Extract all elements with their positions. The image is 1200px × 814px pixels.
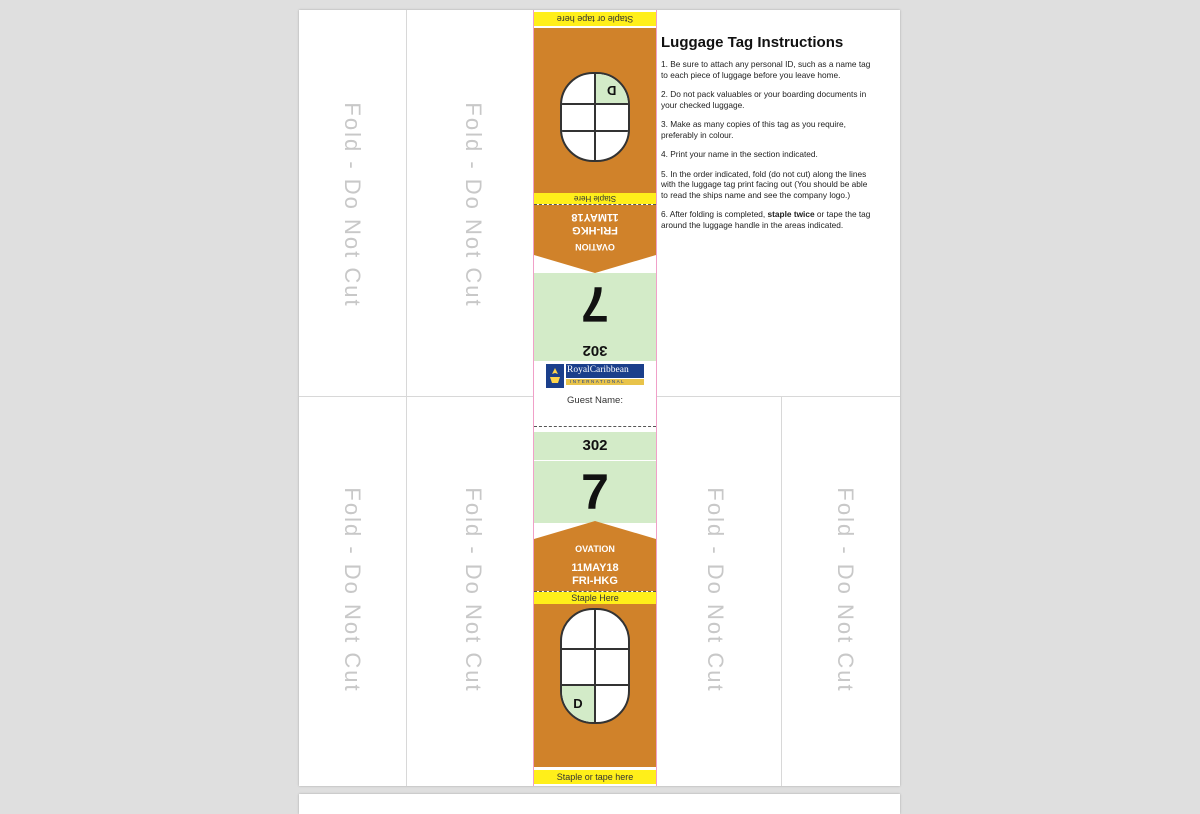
- instruction-step: 5. In the order indicated, fold (do not cut) along the lines with the luggage tag print facing out (You should be able to read the ships name and see the company logo.): [661, 168, 868, 200]
- ship-name: OVATION: [575, 544, 615, 554]
- staple-or-tape-band: Staple or tape here: [534, 12, 656, 26]
- guest-name-label: Guest Name:: [567, 395, 623, 406]
- panel-divider: [781, 396, 782, 786]
- deck-shape-diagram: [560, 72, 630, 162]
- deck-number: 7: [581, 464, 609, 520]
- sailing-date-route: FRI-HKG 11MAY18: [571, 211, 619, 236]
- fold-label: Fold - Do Not Cut: [461, 102, 486, 308]
- fold-label: Fold - Do Not Cut: [461, 487, 486, 693]
- sailing-date-route: 11MAY18 FRI-HKG: [571, 562, 619, 587]
- fold-label: Fold - Do Not Cut: [703, 487, 728, 693]
- instruction-step: 2. Do not pack valuables or your boarding documents in your checked luggage.: [661, 89, 867, 110]
- staple-here-band: Staple Here: [534, 193, 656, 204]
- cabin-number: 302: [582, 437, 608, 454]
- fold-label: Fold - Do Not Cut: [833, 487, 858, 693]
- panel-divider: [406, 10, 407, 786]
- ship-name: OVATION: [575, 242, 615, 252]
- arrow-shape: [534, 255, 656, 273]
- staple-here-band: Staple Here: [534, 592, 656, 604]
- deck-number: 7: [581, 276, 609, 332]
- fold-label: Fold - Do Not Cut: [340, 102, 365, 308]
- instruction-step: 6. After folding is completed, staple twice or tape the tag around the luggage handle in the areas indicated.: [661, 209, 871, 230]
- instruction-step: 3. Make as many copies of this tag as you require, preferably in colour.: [661, 119, 846, 140]
- deck-cell-highlight: D: [596, 74, 628, 103]
- instructions-title: Luggage Tag Instructions: [661, 34, 844, 51]
- arrow-shape: [534, 521, 656, 539]
- deck-cell-highlight: D: [562, 686, 594, 722]
- instruction-step: 1. Be sure to attach any personal ID, such as a name tag to each piece of luggage before you leave home.: [661, 59, 871, 80]
- fold-label: Fold - Do Not Cut: [340, 487, 365, 693]
- next-document-page: [299, 794, 900, 814]
- staple-or-tape-band: Staple or tape here: [534, 770, 656, 784]
- instruction-step: 4. Print your name in the section indicated.: [661, 149, 818, 159]
- deck-shape-diagram: [560, 608, 630, 724]
- royal-caribbean-logo: RoyalCaribbean INTERNATIONAL: [546, 364, 644, 388]
- instructions-panel: [661, 34, 876, 239]
- document-page: [299, 10, 900, 786]
- luggage-tag-strip: [533, 10, 657, 786]
- cabin-number: 302: [582, 342, 608, 359]
- fold-dashed-line: [534, 426, 656, 427]
